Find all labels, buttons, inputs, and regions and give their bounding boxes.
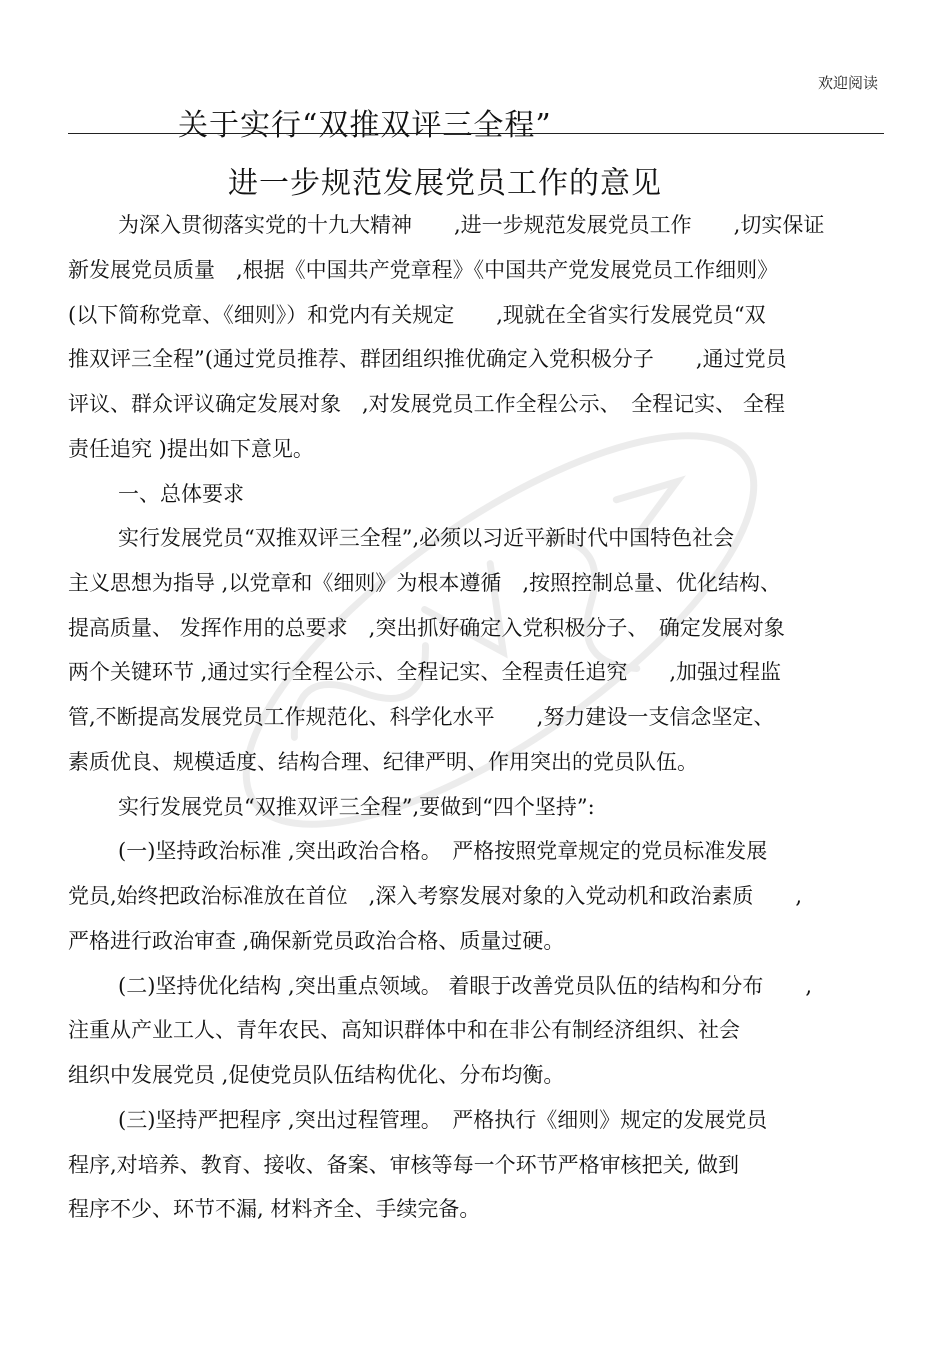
body-line: 主义思想为指导 ,以党章和《细则》为根本遵循 ,按照控制总量、优化结构、 [68, 571, 782, 595]
body-line: 管,不断提高发展党员工作规范化、科学化水平 ,努力建设一支信念坚定、 [68, 705, 775, 729]
section-heading: 一、总体要求 [118, 482, 244, 506]
body-line: (一)坚持政治标准 ,突出政治合格。 严格按照党章规定的党员标准发展 [118, 839, 768, 863]
body-line: 程序不少、环节不漏, 材料齐全、手续完备。 [68, 1197, 481, 1221]
body-line: 评议、群众评议确定发展对象 ,对发展党员工作全程公示、 全程记实、 全程 [68, 392, 785, 416]
body-line: 两个关键环节 ,通过实行全程公示、全程记实、全程责任追究 ,加强过程监 [68, 660, 782, 684]
body-line: (二)坚持优化结构 ,突出重点领域。 着眼于改善党员队伍的结构和分布 , [118, 974, 813, 998]
body-line: 实行发展党员“双推双评三全程”,要做到“四个坚持”: [118, 795, 595, 819]
body-line: 提高质量、 发挥作用的总要求 ,突出抓好确定入党积极分子、 确定发展对象 [68, 616, 785, 640]
body-line: 严格进行政治审查 ,确保新党员政治合格、质量过硬。 [68, 929, 565, 953]
body-line: 新发展党员质量 ,根据《中国共产党章程》《中国共产党发展党员工作细则》 [68, 258, 779, 282]
title-line-1: 关于实行“双推双评三全程” [178, 108, 552, 143]
body-line: 注重从产业工人、青年农民、高知识群体中和在非公有制经济组织、社会 [68, 1018, 740, 1042]
body-line: 程序,对培养、教育、接收、备案、审核等每一个环节严格审核把关, 做到 [68, 1153, 740, 1177]
body-line: 组织中发展党员 ,促使党员队伍结构优化、分布均衡。 [68, 1063, 565, 1087]
body-line: (三)坚持严把程序 ,突出过程管理。 严格执行《细则》规定的发展党员 [118, 1108, 768, 1132]
body-line: 为深入贯彻落实党的十九大精神 ,进一步规范发展党员工作 ,切实保证 [118, 213, 825, 237]
body-line: 素质优良、规模适度、结构合理、纪律严明、作用突出的党员队伍。 [68, 750, 698, 774]
body-line: 推双评三全程”(通过党员推荐、群团组织推优确定入党积极分子 ,通过党员 [68, 347, 787, 371]
body-line: 责任追究 )提出如下意见。 [68, 437, 314, 461]
header-note: 欢迎阅读 [817, 74, 878, 92]
title-underline [68, 133, 884, 134]
body-line: 实行发展党员“双推双评三全程”,必须以习近平新时代中国特色社会 [118, 526, 735, 550]
title-line-2: 进一步规范发展党员工作的意见 [228, 166, 662, 201]
body-line: (以下简称党章、《细则》）和党内有关规定 ,现就在全省实行发展党员“双 [68, 303, 766, 327]
body-line: 党员,始终把政治标准放在首位 ,深入考察发展对象的入党动机和政治素质 , [68, 884, 803, 908]
